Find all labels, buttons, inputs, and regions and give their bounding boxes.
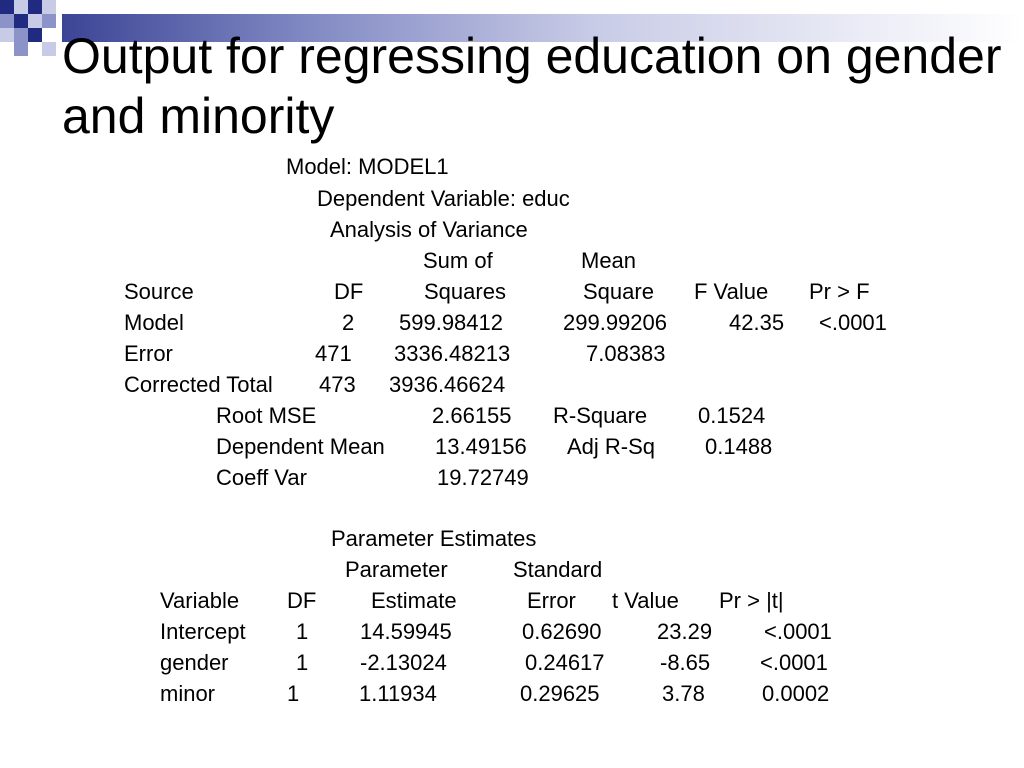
dependent-variable-line: Dependent Variable: educ [317, 186, 570, 211]
deco-square [0, 28, 14, 42]
params-row-df: 1 [296, 619, 309, 644]
fit-stat-value: 0.1524 [698, 403, 766, 428]
anova-row-source: Corrected Total [124, 372, 273, 397]
deco-square [28, 28, 42, 42]
params-header-parameter: Parameter [345, 557, 448, 582]
anova-row-ss: 3936.46624 [389, 372, 506, 397]
params-row-se: 0.29625 [520, 681, 600, 706]
anova-heading: Analysis of Variance [330, 217, 528, 242]
fit-stat-label: Adj R-Sq [567, 434, 656, 459]
params-row-p: <.0001 [760, 650, 828, 675]
params-row-t: 3.78 [662, 681, 705, 706]
params-row-se: 0.24617 [525, 650, 605, 675]
deco-square [0, 0, 14, 14]
params-header-t-value: t Value [612, 588, 679, 613]
deco-square [42, 0, 56, 14]
model-line: Model: MODEL1 [286, 154, 449, 179]
anova-header-df: DF [334, 279, 364, 304]
anova-row-source: Model [124, 310, 184, 335]
params-header-variable: Variable [160, 588, 240, 613]
anova-row-ss: 3336.48213 [394, 341, 511, 366]
anova-header-square: Square [583, 279, 654, 304]
anova-row-ss: 599.98412 [399, 310, 503, 335]
params-row-df: 1 [287, 681, 300, 706]
fit-stat-value: 0.1488 [705, 434, 773, 459]
deco-square [42, 42, 56, 56]
deco-square [14, 14, 28, 28]
anova-header-squares: Squares [424, 279, 506, 304]
anova-row-ms: 299.99206 [563, 310, 667, 335]
anova-row-source: Error [124, 341, 173, 366]
params-row-variable: gender [160, 650, 229, 675]
anova-header-sum-of: Sum of [423, 248, 493, 273]
params-row-variable: minor [160, 681, 216, 706]
deco-square [14, 42, 28, 56]
fit-stat-value: 13.49156 [435, 434, 527, 459]
params-row-estimate: 1.11934 [359, 681, 437, 706]
fit-stat-value: 2.66155 [432, 403, 512, 428]
fit-stat-label: Root MSE [216, 403, 317, 428]
params-header-estimate: Estimate [371, 588, 457, 613]
deco-square [28, 14, 42, 28]
params-row-se: 0.62690 [522, 619, 602, 644]
anova-header-pr-f: Pr > F [809, 279, 870, 304]
anova-header-f-value: F Value [694, 279, 769, 304]
anova-row-df: 2 [342, 310, 355, 335]
anova-row-df: 471 [315, 341, 352, 366]
deco-square [42, 14, 56, 28]
anova-row-f: 42.35 [729, 310, 785, 335]
anova-row-p: <.0001 [819, 310, 887, 335]
deco-square [0, 14, 14, 28]
fit-stat-value: 19.72749 [437, 465, 529, 490]
params-row-t: 23.29 [657, 619, 713, 644]
params-row-p: <.0001 [764, 619, 832, 644]
fit-stat-label: Coeff Var [216, 465, 307, 490]
params-heading: Parameter Estimates [331, 526, 537, 551]
params-row-estimate: 14.59945 [360, 619, 452, 644]
slide-title: Output for regressing education on gender and minority [62, 28, 1002, 144]
params-header-standard: Standard [513, 557, 603, 582]
params-header-error: Error [527, 588, 576, 613]
deco-square [28, 0, 42, 14]
deco-square [14, 28, 28, 42]
anova-row-df: 473 [319, 372, 356, 397]
params-row-t: -8.65 [660, 650, 711, 675]
params-row-variable: Intercept [160, 619, 246, 644]
params-header-df: DF [287, 588, 317, 613]
params-row-estimate: -2.13024 [360, 650, 447, 675]
fit-stat-label: R-Square [553, 403, 648, 428]
anova-header-source: Source [124, 279, 194, 304]
params-row-df: 1 [296, 650, 309, 675]
params-row-p: 0.0002 [762, 681, 830, 706]
anova-row-ms: 7.08383 [586, 341, 666, 366]
fit-stat-label: Dependent Mean [216, 434, 385, 459]
anova-header-mean: Mean [581, 248, 637, 273]
params-header-pr-t: Pr > |t| [719, 588, 784, 613]
deco-square [14, 0, 28, 14]
